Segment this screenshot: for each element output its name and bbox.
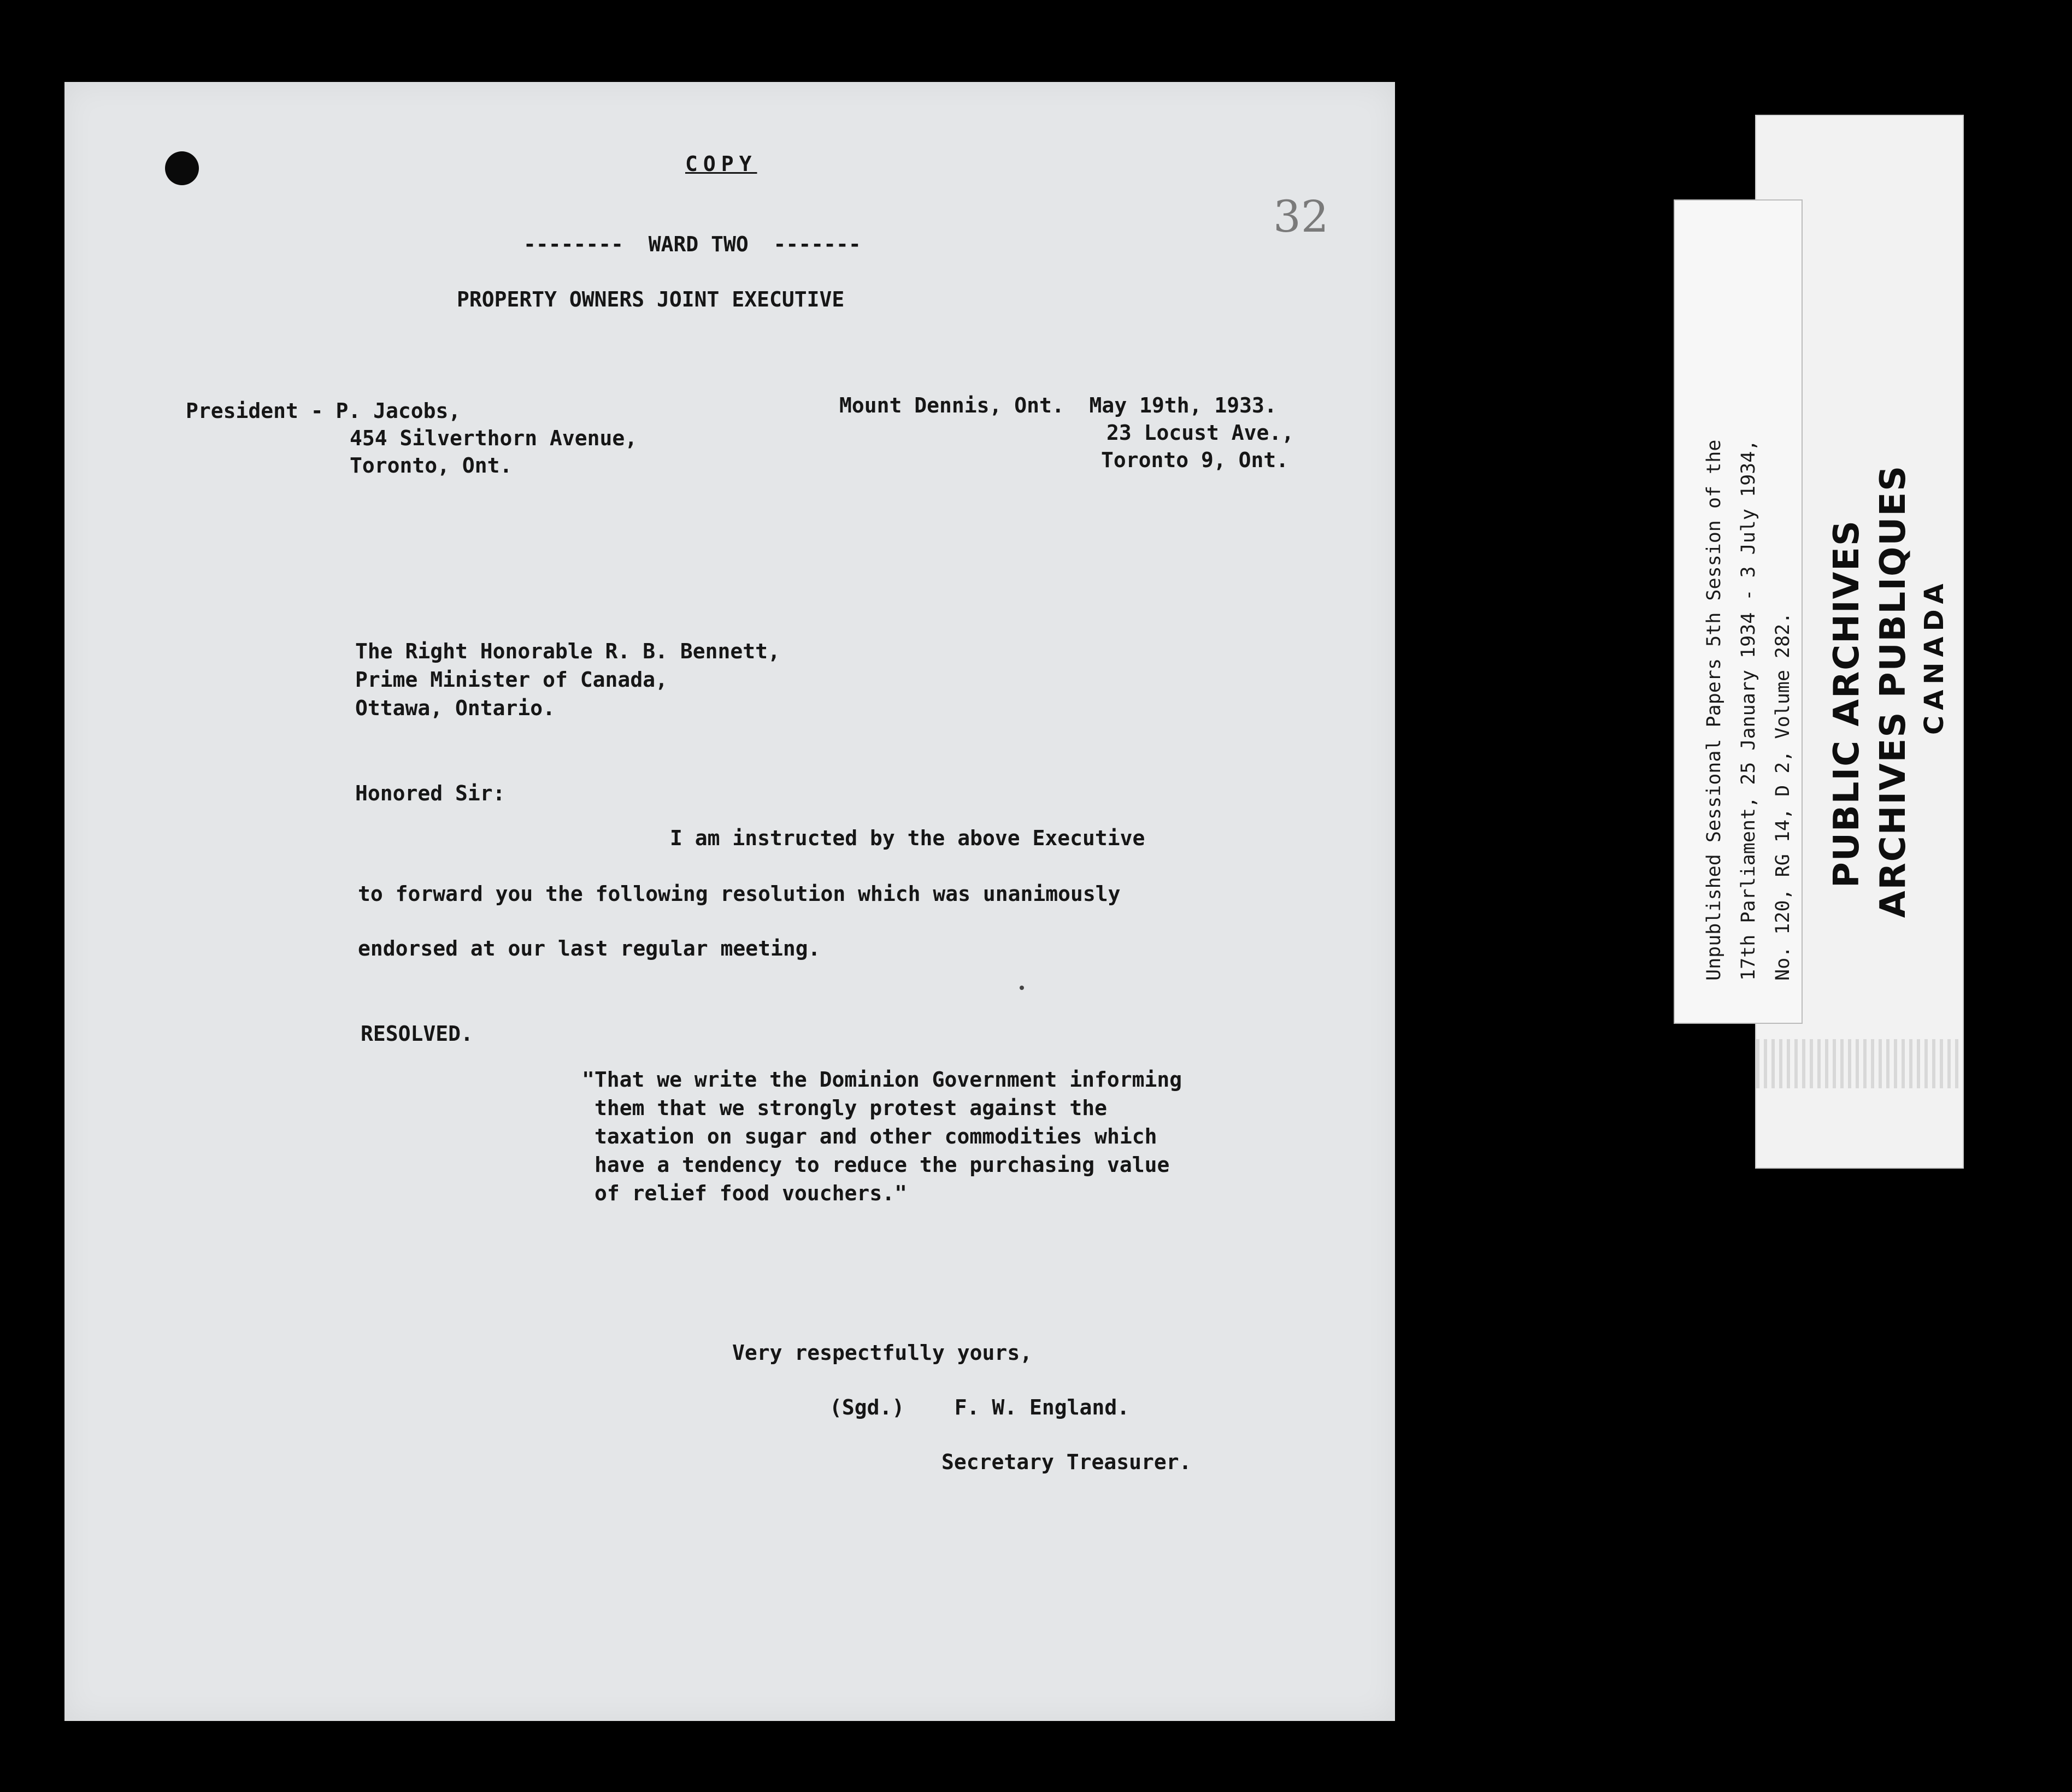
resolution-line: them that we strongly protest against the <box>594 1096 1107 1120</box>
sender-address-street: 23 Locust Ave., <box>1106 421 1294 445</box>
closing: Very respectfully yours, <box>732 1341 1033 1365</box>
resolution-line: taxation on sugar and other commodities which <box>594 1124 1157 1148</box>
body-line: I am instructed by the above Executive <box>670 826 1145 850</box>
archive-stamp-canada: CANADA <box>1919 578 1950 735</box>
signer-title: Secretary Treasurer. <box>941 1450 1192 1474</box>
resolution-line: have a tendency to reduce the purchasing value <box>594 1153 1170 1177</box>
resolution-line: of relief food vouchers." <box>594 1181 907 1205</box>
archive-stamp-public-archives: PUBLIC ARCHIVES <box>1827 520 1867 888</box>
recipient-title: Prime Minister of Canada, <box>355 668 668 692</box>
archive-slip-line: Unpublished Sessional Papers 5th Session of the <box>1703 439 1725 981</box>
body-line: to forward you the following resolution which was unanimously <box>358 882 1121 906</box>
president-line: President - P. Jacobs, <box>186 399 461 423</box>
recipient-city: Ottawa, Ontario. <box>355 696 556 720</box>
archive-slip-line: No. 120, RG 14, D 2, Volume 282. <box>1772 612 1794 981</box>
organization-heading: PROPERTY OWNERS JOINT EXECUTIVE <box>457 287 845 311</box>
signature: (Sgd.) F. W. England. <box>829 1395 1130 1419</box>
body-line: endorsed at our last regular meeting. <box>358 936 821 960</box>
recipient-name: The Right Honorable R. B. Bennett, <box>355 639 780 663</box>
resolved-heading: RESOLVED. <box>361 1022 473 1046</box>
copy-heading: COPY <box>685 152 757 176</box>
archive-stamp-archives-publiques: ARCHIVES PUBLIQUES <box>1873 464 1914 918</box>
salutation: Honored Sir: <box>355 781 505 805</box>
punch-hole <box>165 151 199 185</box>
archive-slip-line: 17th Parliament, 25 January 1934 - 3 July 1934, <box>1738 439 1759 981</box>
page-number: 32 <box>1273 191 1329 242</box>
ward-heading: -------- WARD TWO ------- <box>523 232 861 256</box>
sender-address-city: Toronto 9, Ont. <box>1101 448 1289 472</box>
president-address-street: 454 Silverthorn Avenue, <box>350 426 638 450</box>
president-address-city: Toronto, Ont. <box>350 453 513 478</box>
resolution-line: "That we write the Dominion Government informing <box>582 1068 1182 1092</box>
paper-speck <box>1020 986 1024 990</box>
place-and-date: Mount Dennis, Ont. May 19th, 1933. <box>839 393 1277 417</box>
